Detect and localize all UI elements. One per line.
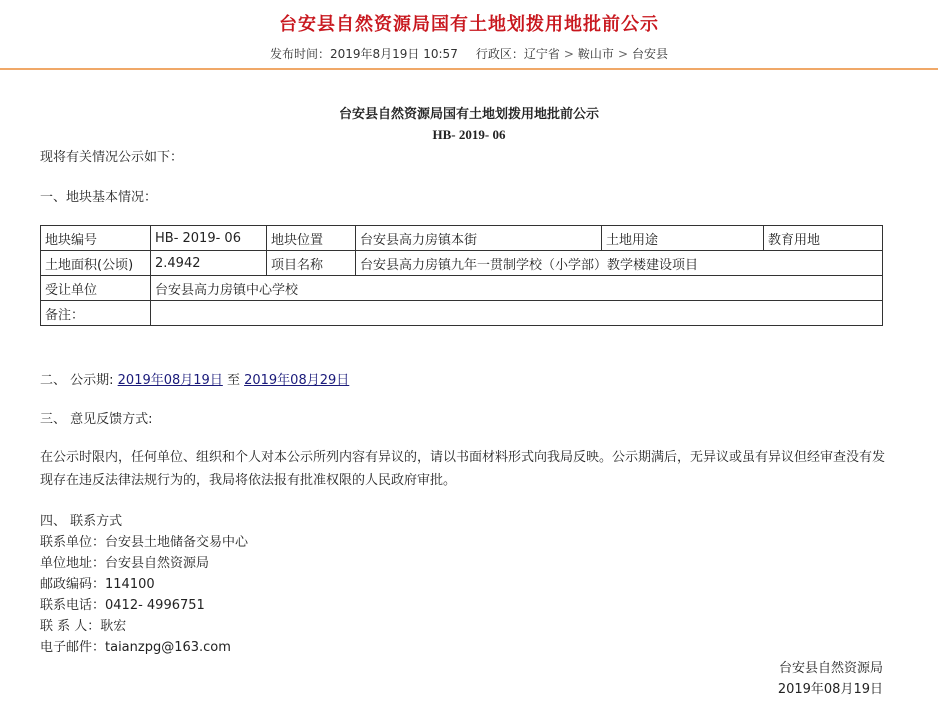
signature-org: 台安县自然资源局 xyxy=(778,661,883,676)
region-county-link[interactable]: 台安县 xyxy=(632,47,669,61)
table-cell: 台安县高力房镇中心学校 xyxy=(151,276,883,301)
contact-phone: 联系电话：0412- 4996751 xyxy=(40,598,205,613)
region-city-link[interactable]: 鞍山市 xyxy=(577,47,614,61)
table-row xyxy=(41,301,883,326)
table-cell: 台安县高力房镇本街 xyxy=(356,226,602,251)
table-row xyxy=(41,276,883,301)
table-cell: 受让单位 xyxy=(41,276,151,301)
publish-time: 2019年8月19日 10:57 xyxy=(329,47,458,61)
publish-label: 发布时间： xyxy=(269,47,330,61)
contact-unit: 联系单位：台安县土地储备交易中心 xyxy=(40,535,249,550)
publish-meta xyxy=(0,45,938,62)
header-divider xyxy=(0,68,938,70)
section-2-label: 二、 公示期: xyxy=(40,373,118,388)
table-cell: 备注： xyxy=(41,301,151,326)
table-cell: 台安县高力房镇九年一贯制学校（小学部）教学楼建设项目 xyxy=(356,251,883,276)
document-number: HB- 2019- 06 xyxy=(432,127,506,142)
table-cell xyxy=(151,301,883,326)
period-start-date: 2019年08月19日 xyxy=(117,373,223,388)
table-cell: 土地面积(公顷) xyxy=(41,251,151,276)
contact-postcode: 邮政编码：114100 xyxy=(40,577,155,592)
contact-email: 电子邮件：taianzpg@163.com xyxy=(40,640,231,655)
section-4-heading: 四、 联系方式 xyxy=(40,514,123,529)
table-cell: 地块位置 xyxy=(267,226,356,251)
table-row xyxy=(41,226,883,251)
page-title: 台安县自然资源局国有土地划拨用地批前公示 xyxy=(279,14,659,35)
feedback-paragraph: 在公示时限内，任何单位、组织和个人对本公示所列内容有异议的，请以书面材料形式向我局反映。公示期满后，无异议或虽有异议但经审查没有发现存在违反法律法规行为的，我局将依法报有批准权限的人民政府审批。 xyxy=(40,450,886,488)
section-1-heading: 一、地块基本情况： xyxy=(40,190,158,205)
section-3-heading: 三、 意见反馈方式: xyxy=(40,412,153,427)
document-title: 台安县自然资源局国有土地划拨用地批前公示 xyxy=(338,107,599,122)
table-cell: 教育用地 xyxy=(764,226,883,251)
chevron-right-icon: > xyxy=(617,47,628,61)
contact-address: 单位地址：台安县自然资源局 xyxy=(40,556,210,571)
table-cell: 2.4942 xyxy=(151,251,267,276)
table-cell: 土地用途 xyxy=(602,226,764,251)
table-cell: 地块编号 xyxy=(41,226,151,251)
chevron-right-icon: > xyxy=(563,47,574,61)
plot-info-table xyxy=(40,225,883,326)
section-2-period xyxy=(40,369,349,388)
region-province-link[interactable]: 辽宁省 xyxy=(523,47,560,61)
table-cell: HB- 2019- 06 xyxy=(151,226,267,251)
page-header xyxy=(0,0,938,69)
period-end-date: 2019年08月29日 xyxy=(244,373,350,388)
contact-person: 联 系 人：耿宏 xyxy=(40,619,127,634)
signature-date: 2019年08月19日 xyxy=(777,682,883,697)
period-to: 至 xyxy=(222,373,245,388)
region-label: 行政区： xyxy=(475,47,524,61)
table-cell: 项目名称 xyxy=(267,251,356,276)
intro-text: 现将有关情况公示如下： xyxy=(40,150,184,165)
table-row xyxy=(41,251,883,276)
